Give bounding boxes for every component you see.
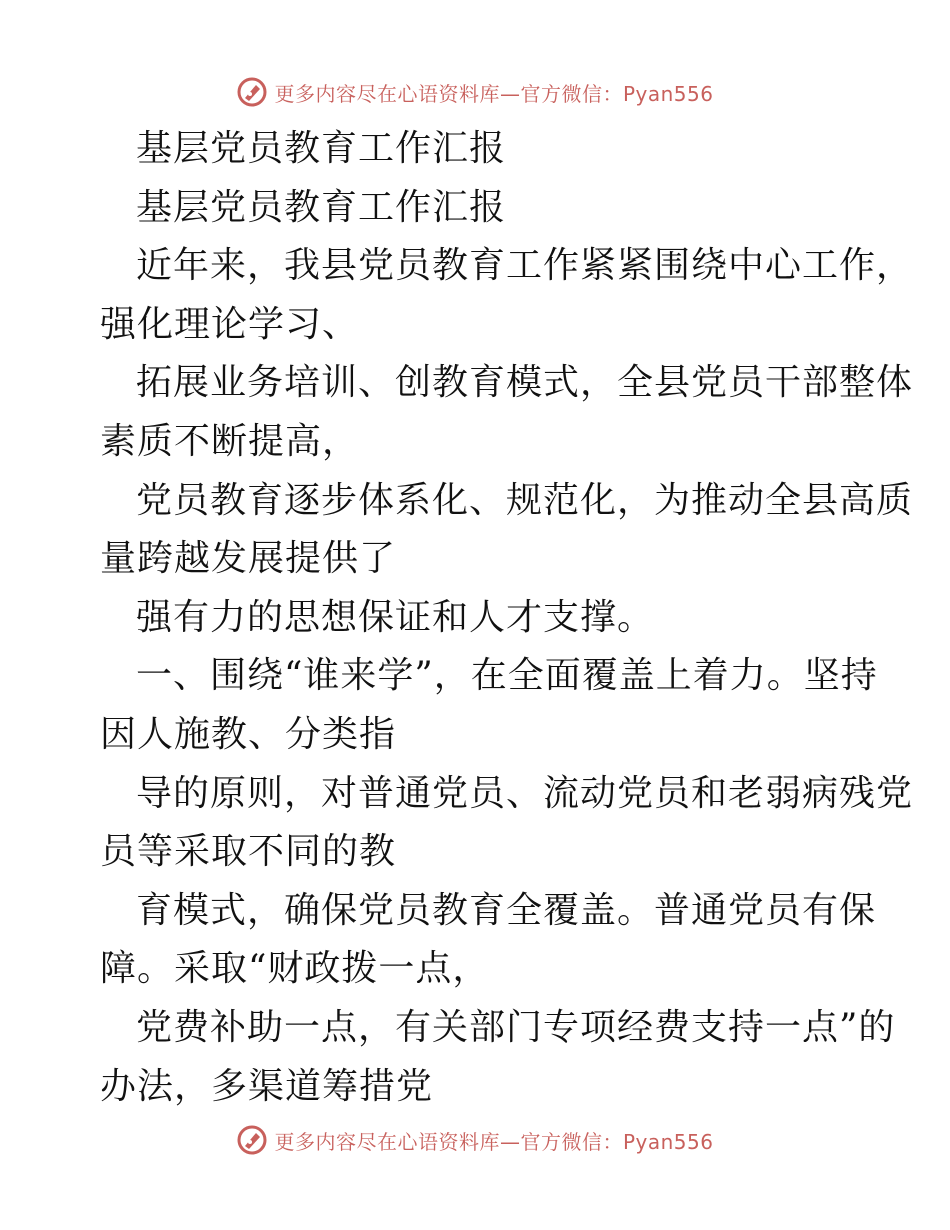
text-line: 量跨越发展提供了 — [100, 538, 397, 580]
text-line: 拓展业务培训、创教育模式，全县党员干部整体 — [136, 362, 914, 404]
text-line: 办法，多渠道筹措党 — [100, 1065, 434, 1107]
watermark-text: 更多内容尽在心语资料库—官方微信：Pyan556 — [274, 1129, 714, 1154]
text-line: 强有力的思想保证和人才支撑。 — [136, 596, 655, 638]
text-line: 基层党员教育工作汇报 — [136, 128, 507, 169]
text-line: 党费补助一点，有关部门专项经费支持一点”的 — [136, 1006, 896, 1048]
text-line: 育模式，确保党员教育全覆盖。普通党员有保 — [136, 889, 877, 931]
text-line: 一、围绕“谁来学”，在全面覆盖上着力。坚持 — [136, 655, 878, 697]
pen-nib-logo-icon — [236, 1124, 268, 1156]
footer-watermark — [0, 1120, 950, 1160]
text-line: 素质不断提高， — [100, 420, 360, 462]
text-line: 党员教育逐步体系化、规范化，为推动全县高质 — [136, 479, 914, 521]
text-line: 近年来，我县党员教育工作紧紧围绕中心工作， — [136, 245, 914, 287]
pen-nib-logo-icon — [236, 76, 268, 108]
text-line: 强化理论学习、 — [100, 303, 360, 345]
text-line: 因人施教、分类指 — [100, 713, 397, 755]
text-line: 障。采取“财政拨一点， — [100, 948, 490, 990]
text-line: 基层党员教育工作汇报 — [136, 186, 507, 228]
text-line: 员等采取不同的教 — [100, 831, 397, 873]
text-line: 导的原则，对普通党员、流动党员和老弱病残党 — [136, 772, 914, 814]
watermark-text: 更多内容尽在心语资料库—官方微信：Pyan556 — [274, 81, 714, 106]
header-watermark — [0, 72, 950, 112]
document-body — [100, 120, 914, 1116]
